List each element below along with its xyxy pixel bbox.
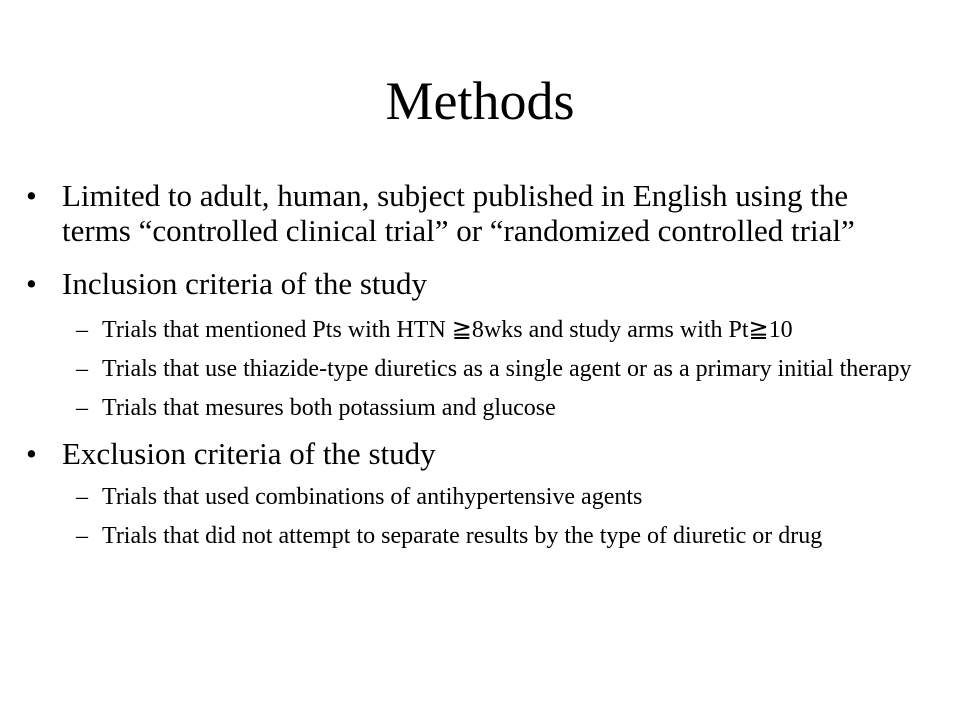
bullet-marker: • bbox=[26, 178, 37, 213]
dash-marker: – bbox=[76, 317, 88, 343]
bullet-text-exclusion: Exclusion criteria of the study bbox=[62, 436, 436, 471]
sub-bullet-item bbox=[76, 483, 938, 511]
bullet-text-search-limits: Limited to adult, human, subject published in English using the terms “controlled clinical trial” or “randomized controlled trial” bbox=[62, 178, 855, 248]
dash-marker: – bbox=[76, 356, 88, 382]
bullet-item bbox=[26, 178, 924, 248]
dash-marker: – bbox=[76, 523, 88, 549]
dash-marker: – bbox=[76, 395, 88, 421]
sub-bullet-text-potassium: Trials that mesures both potassium and glucose bbox=[102, 395, 556, 421]
sub-bullet-item bbox=[76, 394, 938, 422]
slide-body bbox=[0, 178, 960, 550]
slide-title: Methods bbox=[385, 71, 575, 131]
sub-bullet-item bbox=[76, 316, 938, 344]
sub-bullet-text-thiazide: Trials that use thiazide-type diuretics as a single agent or as a primary initial therapy bbox=[102, 356, 912, 382]
dash-marker: – bbox=[76, 484, 88, 510]
sub-bullet-item bbox=[76, 355, 938, 383]
bullet-item bbox=[26, 266, 924, 301]
bullet-marker: • bbox=[26, 266, 37, 301]
sub-bullet-text-combinations: Trials that used combinations of antihypertensive agents bbox=[102, 484, 643, 510]
bullet-text-inclusion: Inclusion criteria of the study bbox=[62, 266, 428, 301]
bullet-item bbox=[26, 436, 924, 471]
bullet-marker: • bbox=[26, 436, 37, 471]
sub-bullet-text-separate-results: Trials that did not attempt to separate results by the type of diuretic or drug bbox=[102, 523, 823, 549]
sub-bullet-text-htn: Trials that mentioned Pts with HTN ≧8wks and study arms with Pt≧10 bbox=[102, 317, 793, 343]
sub-bullet-item bbox=[76, 522, 938, 550]
